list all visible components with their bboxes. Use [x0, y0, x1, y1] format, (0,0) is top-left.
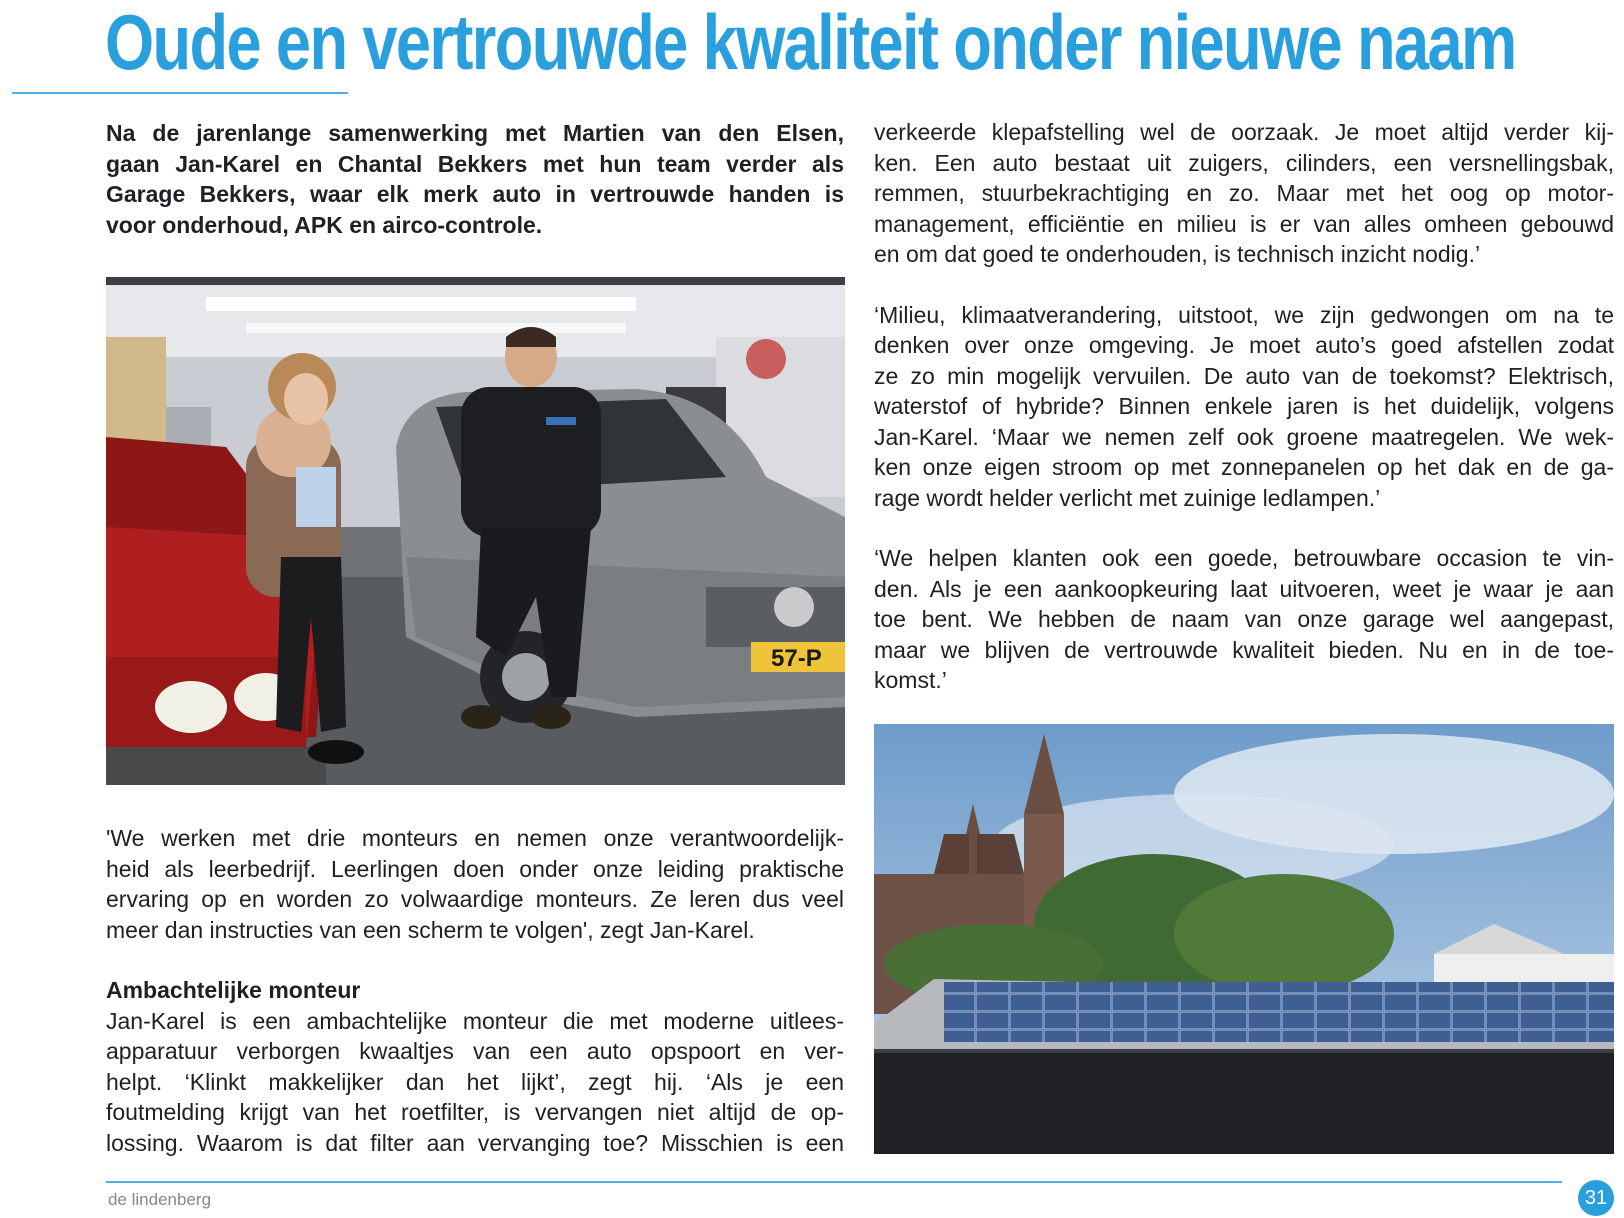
garage-photo — [106, 277, 845, 785]
text-line: en om dat goed te onderhouden, is technisch inzicht nodig.’ — [874, 241, 1481, 267]
text-line: 'We werken met drie monteurs en nemen onze verantwoordelijk- — [106, 825, 844, 851]
text-line: voor onderhoud, APK en airco-controle. — [106, 211, 543, 238]
text-line: Jan-Karel. ‘Maar we nemen zelf ook groene maatregelen. We wek- — [874, 423, 1614, 450]
text-line: apparatuur verborgen kwaaltjes van een auto opspoort en ver- — [106, 1038, 844, 1064]
license-plate-text: 57-P — [771, 645, 822, 672]
text-line: denken over onze omgeving. Je moet auto’s goed afstellen zodat — [874, 332, 1614, 358]
text-line: Jan-Karel is een ambachtelijke monteur die met moderne uitlees- — [106, 1007, 844, 1034]
text-line: Na de jarenlange samenwerking met Martien van den Elsen, — [106, 120, 844, 146]
text-line: komst.’ — [874, 667, 947, 693]
text-line: ze zo min mogelijk vervuilen. De auto van de toekomst? Elektrisch, — [874, 362, 1614, 389]
text-line: toe bent. We hebben de naam van onze garage wel aangepast, — [874, 606, 1614, 632]
text-line: management, efficiëntie en milieu is er van alles omheen gebouwd — [874, 210, 1614, 237]
text-line: ‘We helpen klanten ook een goede, betrouwbare occasion te vin- — [874, 545, 1614, 571]
text-line: ‘Milieu, klimaatverandering, uitstoot, we zijn gedwongen om na te — [874, 301, 1614, 328]
footer-rule — [106, 1181, 1562, 1183]
text-line: foutmelding krijgt van het roetfilter, is vervangen niet altijd de op- — [106, 1099, 844, 1125]
intro-paragraph — [106, 118, 844, 240]
solar-roof-photo — [874, 724, 1614, 1154]
text-line: rage wordt helder verlicht met zuinige ledlampen.’ — [874, 484, 1381, 511]
text-line: meer dan instructies van een scherm te volgen', zegt Jan-Karel. — [106, 916, 755, 943]
page-number: 31 — [1578, 1180, 1614, 1216]
text-line: verkeerde klepafstelling wel de oorzaak. Je moet altijd verder kij- — [874, 119, 1614, 145]
text-line: heid als leerbedrijf. Leerlingen doen onder onze leiding praktische — [106, 855, 844, 882]
right-body-text — [874, 117, 1614, 696]
text-line: ken. Een auto bestaat uit zuigers, cilinders, een versnellingsbak, — [874, 149, 1614, 176]
text-line: ervaring op en worden zo volwaardige monteurs. Ze leren dus veel — [106, 886, 844, 912]
text-line: den. Als je een aankoopkeuring laat uitvoeren, weet je waar je aan — [874, 575, 1614, 602]
text-line: Garage Bekkers, waar elk merk auto in vertrouwde handen is — [106, 181, 844, 207]
text-line: gaan Jan-Karel en Chantal Bekkers met hun team verder als — [106, 150, 844, 177]
text-line: helpt. ‘Klinkt makkelijker dan het lijkt’, zegt hij. ‘Als je een — [106, 1068, 844, 1095]
text-line: waterstof of hybride? Binnen enkele jaren is het duidelijk, volgens — [874, 393, 1614, 419]
left-body-text — [106, 823, 844, 1158]
text-line: ken onze eigen stroom op met zonnepanelen op het dak en de ga- — [874, 454, 1614, 480]
text-line: lossing. Waarom is dat filter aan vervanging toe? Misschien is een — [106, 1129, 844, 1156]
title-rule — [12, 92, 348, 94]
subheading: Ambachtelijke monteur — [106, 977, 361, 1003]
publication-name: de lindenberg — [108, 1190, 212, 1209]
article-title: Oude en vertrouwde kwaliteit onder nieuwe naam — [105, 0, 1516, 86]
text-line: maar we blijven de vertrouwde kwaliteit bieden. Nu en in de toe- — [874, 636, 1614, 663]
text-line: remmen, stuurbekrachtiging en zo. Maar met het oog op motor- — [874, 180, 1614, 206]
